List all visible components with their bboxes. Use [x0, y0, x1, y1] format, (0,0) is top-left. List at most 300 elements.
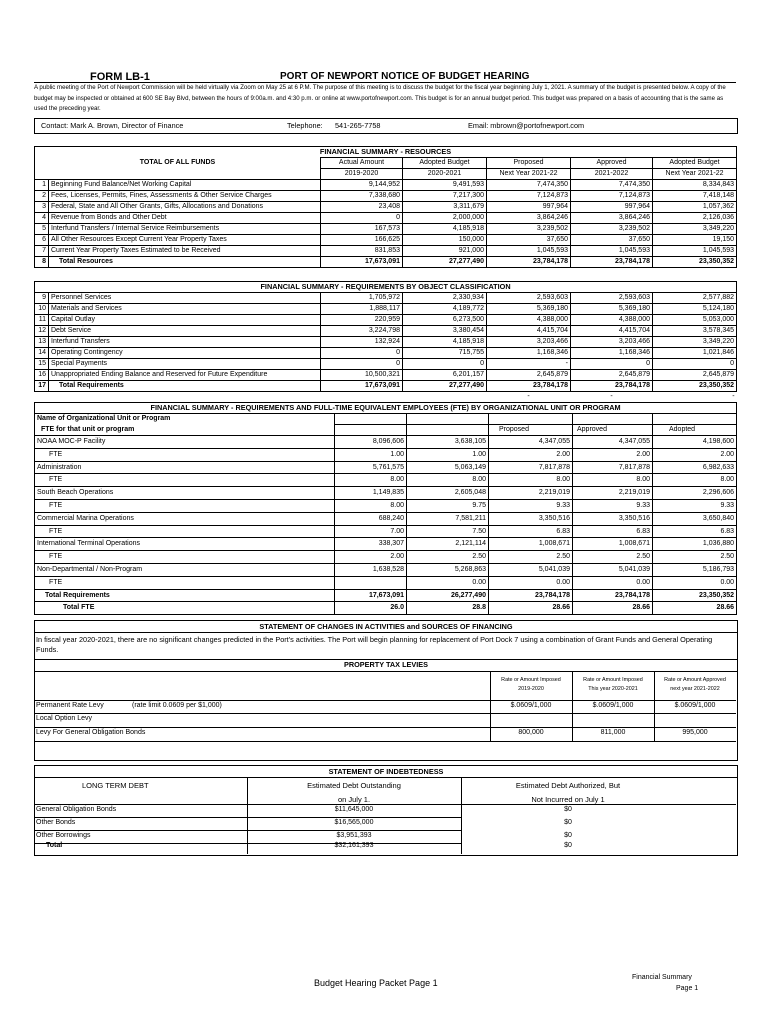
table-row: [35, 576, 737, 589]
table-row: [35, 370, 737, 381]
row-value: 23,350,352: [653, 381, 737, 392]
row-value: 9.75: [407, 499, 489, 512]
debt-row-label: Other Bonds: [36, 819, 76, 826]
requirements-table: [34, 281, 737, 402]
row-label: FTE: [35, 499, 335, 512]
row-value: 167,573: [321, 224, 403, 235]
changes-box: [34, 620, 738, 660]
row-value: 2,000,000: [403, 213, 487, 224]
row-value: 7,338,680: [321, 191, 403, 202]
telephone-label: Telephone:: [287, 121, 323, 130]
col-sub: 2021-2022: [571, 169, 653, 180]
row-value: 1,638,528: [335, 563, 407, 576]
row-label: FTE: [35, 474, 335, 487]
table-row: [35, 461, 737, 474]
row-label: Interfund Transfers / Internal Service Reimbursements: [49, 224, 321, 235]
row-value: 6.83: [573, 525, 653, 538]
table-row: [35, 436, 737, 449]
table-row: [35, 202, 737, 213]
row-value: 2,219,019: [573, 487, 653, 500]
row-value: 921,000: [403, 246, 487, 257]
row-value: 28.66: [573, 602, 653, 615]
debt-row-label: Other Borrowings: [36, 832, 91, 839]
table-row: [35, 474, 737, 487]
row-value: 23,784,178: [571, 257, 653, 268]
col-head: Approved: [571, 158, 653, 169]
debt-row-outstanding: $32,161,393: [334, 842, 374, 849]
row-label: Capital Outlay: [49, 315, 321, 326]
debt-row-outstanding: $11,645,000: [334, 806, 374, 813]
row-value: 0.00: [573, 576, 653, 589]
row-value: 1,036,880: [653, 538, 737, 551]
row-value: 5,053,000: [653, 315, 737, 326]
fte-head2: FTE for that unit or program: [35, 425, 335, 436]
row-label: All Other Resources Except Current Year Property Taxes: [49, 235, 321, 246]
row-number: 8: [35, 257, 49, 268]
row-value: 3,864,246: [487, 213, 571, 224]
table-row: [35, 304, 737, 315]
row-label: Special Payments: [49, 359, 321, 370]
table-row: [35, 326, 737, 337]
row-label: Beginning Fund Balance/Net Working Capital: [49, 180, 321, 191]
row-value: 338,307: [335, 538, 407, 551]
row-value: 4,185,918: [403, 337, 487, 348]
row-value: 2,593,603: [571, 293, 653, 304]
row-value: 2,593,603: [487, 293, 571, 304]
row-value: 2,330,934: [403, 293, 487, 304]
row-value: 220,959: [321, 315, 403, 326]
row-value: 1,045,593: [571, 246, 653, 257]
table-row: [35, 563, 737, 576]
row-value: 23,784,178: [489, 589, 573, 602]
row-value: 23,784,178: [571, 381, 653, 392]
row-value: 27,277,490: [403, 257, 487, 268]
debt-title: STATEMENT OF INDEBTEDNESS: [34, 766, 738, 778]
row-label: FTE: [35, 448, 335, 461]
row-value: 0: [571, 359, 653, 370]
row-value: 4,347,055: [573, 436, 653, 449]
row-value: 28.66: [653, 602, 737, 615]
col-sub: Next Year 2021-22: [653, 169, 737, 180]
table-row: [35, 213, 737, 224]
tax-row-value: 811,000: [600, 729, 626, 736]
col-head: Proposed: [489, 425, 573, 436]
row-value: 8,096,606: [335, 436, 407, 449]
table-row: [35, 448, 737, 461]
row-value: 7,418,148: [653, 191, 737, 202]
row-number: 17: [35, 381, 49, 392]
tax-title: PROPERTY TAX LEVIES: [34, 659, 738, 672]
row-value: 2,605,048: [407, 487, 489, 500]
row-value: 7,817,878: [489, 461, 573, 474]
table-row: [35, 487, 737, 500]
row-value: 5,041,039: [489, 563, 573, 576]
row-value: 5,041,039: [573, 563, 653, 576]
row-value: -: [487, 359, 571, 370]
debt-col2b: on July 1.: [337, 795, 371, 804]
tax-row-value: $.0609/1,000: [674, 702, 716, 709]
footer-page-number: Page 1: [676, 985, 699, 992]
table-row: [35, 538, 737, 551]
total-row: [35, 602, 737, 615]
row-number: 13: [35, 337, 49, 348]
notice-description: A public meeting of the Port of Newport Commission will be held virtually via Zoom on May 25 at 6 P.M. The purpose of this meeting is to discuss the budget for the fiscal year beginning July 1, 2021. A summary of the budget is presented below. A copy of the budget may be inspected or obtained at 600 SE Bay Blvd, between the hours of 9:00a.m. and 4:30 p.m. or online at www.portofnewport.com. This budget is for an annual budget period. This budget was prepared on a basis of accounting that is the same as used the preceding year.: [34, 84, 726, 112]
row-value: 19,150: [653, 235, 737, 246]
debt-col1: LONG TERM DEBT: [82, 781, 149, 790]
row-label: Materials and Services: [49, 304, 321, 315]
row-value: 17,673,091: [321, 381, 403, 392]
row-value: 7,581,211: [407, 512, 489, 525]
row-value: 3,864,246: [571, 213, 653, 224]
row-value: 7,217,300: [403, 191, 487, 202]
row-value: 23,350,352: [653, 257, 737, 268]
table-row: [35, 551, 737, 564]
row-number: 7: [35, 246, 49, 257]
row-label: South Beach Operations: [35, 487, 335, 500]
row-value: 3,350,516: [489, 512, 573, 525]
tax-row-note: (rate limit 0.0609 per $1,000): [132, 702, 222, 709]
fte-table: [34, 402, 737, 615]
tax-box: [34, 658, 738, 761]
row-value: 0: [653, 359, 737, 370]
tax-row-value: 800,000: [518, 729, 544, 736]
row-value: 4,185,918: [403, 224, 487, 235]
row-value: 4,415,704: [487, 326, 571, 337]
tax-row-label: Levy For General Obligation Bonds: [36, 729, 146, 736]
row-value: 0: [321, 359, 403, 370]
row-value: 2.50: [489, 551, 573, 564]
row-value: 1,045,593: [487, 246, 571, 257]
row-number: 10: [35, 304, 49, 315]
resources-label: TOTAL OF ALL FUNDS: [35, 158, 321, 169]
row-value: 7.50: [407, 525, 489, 538]
row-value: 1,888,117: [321, 304, 403, 315]
debt-row-authorized: $0: [564, 832, 572, 839]
row-label: Commercial Marina Operations: [35, 512, 335, 525]
row-value: 4,388,000: [571, 315, 653, 326]
row-number: 12: [35, 326, 49, 337]
table-row: [35, 359, 737, 370]
row-value: 8,334,843: [653, 180, 737, 191]
row-value: 2.50: [573, 551, 653, 564]
row-value: 3,239,502: [571, 224, 653, 235]
row-number: 1: [35, 180, 49, 191]
col-head: Proposed: [487, 158, 571, 169]
row-number: 3: [35, 202, 49, 213]
row-value: 1.00: [407, 448, 489, 461]
col-sub: 2020-2021: [403, 169, 487, 180]
row-value: 9.33: [489, 499, 573, 512]
tax-row-value: $.0609/1,000: [510, 702, 552, 709]
row-value: 831,853: [321, 246, 403, 257]
table-row: [35, 180, 737, 191]
row-value: 27,277,490: [403, 381, 487, 392]
requirements-title: FINANCIAL SUMMARY - REQUIREMENTS BY OBJECT CLASSIFICATION: [35, 282, 737, 293]
row-value: 0.00: [407, 576, 489, 589]
row-value: 5,124,180: [653, 304, 737, 315]
telephone-number: 541-265-7758: [335, 121, 381, 130]
debt-row-authorized: $0: [564, 806, 572, 813]
row-value: 26,277,490: [407, 589, 489, 602]
row-label: Personnel Services: [49, 293, 321, 304]
table-row: [35, 348, 737, 359]
row-value: 1,168,346: [571, 348, 653, 359]
row-value: 23,784,178: [573, 589, 653, 602]
resources-title: FINANCIAL SUMMARY - RESOURCES: [35, 147, 737, 158]
row-number: 15: [35, 359, 49, 370]
row-value: 23,408: [321, 202, 403, 213]
row-label: Administration: [35, 461, 335, 474]
debt-row-authorized: $0: [564, 819, 572, 826]
row-value: 23,784,178: [487, 381, 571, 392]
table-row: [35, 191, 737, 202]
row-value: 5,063,149: [407, 461, 489, 474]
row-value: 8.00: [335, 474, 407, 487]
row-label: Operating Contingency: [49, 348, 321, 359]
tax-row-label: Permanent Rate Levy: [36, 702, 104, 709]
row-number: 4: [35, 213, 49, 224]
row-value: 6,273,500: [403, 315, 487, 326]
tax-col-head: Rate or Amount Approved next year 2021-2022: [664, 677, 726, 692]
footer-page-label: Budget Hearing Packet Page 1: [314, 978, 438, 988]
row-label: NOAA MOC-P Facility: [35, 436, 335, 449]
row-value: 3,350,516: [573, 512, 653, 525]
row-number: 11: [35, 315, 49, 326]
contact-name: Contact: Mark A. Brown, Director of Finance: [41, 121, 184, 130]
row-value: 3,311,679: [403, 202, 487, 213]
row-value: 28.66: [489, 602, 573, 615]
row-value: 3,650,840: [653, 512, 737, 525]
dash: -: [610, 393, 613, 400]
row-value: 1,008,671: [489, 538, 573, 551]
row-value: 2,577,882: [653, 293, 737, 304]
row-label: Non-Departmental / Non-Program: [35, 563, 335, 576]
row-value: 0: [403, 359, 487, 370]
total-row: [35, 381, 737, 392]
row-value: 3,239,502: [487, 224, 571, 235]
contact-email: Email: mbrown@portofnewport.com: [468, 121, 585, 130]
debt-col3b: Not Incurred on July 1: [531, 795, 605, 804]
row-value: 7,474,350: [571, 180, 653, 191]
row-value: 1.00: [335, 448, 407, 461]
table-row: [35, 315, 737, 326]
row-value: 1,008,671: [573, 538, 653, 551]
row-value: 2.00: [489, 448, 573, 461]
row-value: 715,755: [403, 348, 487, 359]
row-value: 5,761,575: [335, 461, 407, 474]
tax-row-label: Local Option Levy: [36, 715, 93, 722]
debt-row-label: Total: [46, 842, 63, 849]
debt-row-label: General Obligation Bonds: [36, 806, 117, 813]
row-number: 2: [35, 191, 49, 202]
row-label: Debt Service: [49, 326, 321, 337]
row-value: 3,578,345: [653, 326, 737, 337]
tax-row-value: 995,000: [682, 729, 708, 736]
table-row: [35, 337, 737, 348]
row-value: 132,924: [321, 337, 403, 348]
col-head: Approved: [573, 425, 653, 436]
row-value: 2,219,019: [489, 487, 573, 500]
row-value: 1,705,972: [321, 293, 403, 304]
total-row: [35, 257, 737, 268]
row-label: International Terminal Operations: [35, 538, 335, 551]
debt-row-outstanding: $16,565,000: [334, 819, 374, 826]
changes-text: In fiscal year 2020-2021, there are no significant changes predicted in the Port's activities. The Port will begin planning for replacement of Port Dock 7 using a combination of Grant Funds and General Operating Funds.: [36, 635, 713, 654]
table-row: [35, 224, 737, 235]
row-label: Total FTE: [35, 602, 335, 615]
row-label: FTE: [35, 551, 335, 564]
row-label: FTE: [35, 576, 335, 589]
col-sub: 2019-2020: [321, 169, 403, 180]
dash: -: [527, 393, 530, 400]
row-value: 6,982,633: [653, 461, 737, 474]
row-value: 0.00: [489, 576, 573, 589]
row-value: 23,784,178: [487, 257, 571, 268]
row-number: 6: [35, 235, 49, 246]
row-value: 7,124,873: [571, 191, 653, 202]
table-row: [35, 235, 737, 246]
row-value: 7,474,350: [487, 180, 571, 191]
col-head: Actual Amount: [321, 158, 403, 169]
row-value: 9,491,593: [403, 180, 487, 191]
row-value: [335, 576, 407, 589]
row-value: 6.83: [489, 525, 573, 538]
row-number: 16: [35, 370, 49, 381]
row-label: Total Requirements: [35, 589, 335, 602]
row-value: 3,380,454: [403, 326, 487, 337]
row-value: 688,240: [335, 512, 407, 525]
row-value: 997,964: [487, 202, 571, 213]
row-value: 4,347,055: [489, 436, 573, 449]
row-number: 9: [35, 293, 49, 304]
row-value: 3,203,466: [487, 337, 571, 348]
row-value: 5,186,793: [653, 563, 737, 576]
row-value: 1,168,346: [487, 348, 571, 359]
tax-col-head: Rate or Amount Imposed This year 2020-2021: [583, 677, 643, 692]
row-value: 28.8: [407, 602, 489, 615]
dash: -: [732, 393, 735, 400]
debt-row-outstanding: $3,951,393: [336, 832, 372, 839]
row-value: 17,673,091: [321, 257, 403, 268]
table-row: [35, 512, 737, 525]
tax-col-head: Rate or Amount Imposed 2019-2020: [501, 677, 561, 692]
footer-summary: Financial Summary: [632, 974, 692, 981]
row-value: 0: [321, 213, 403, 224]
row-label: Revenue from Bonds and Other Debt: [49, 213, 321, 224]
table-row: [35, 525, 737, 538]
col-sub: Next Year 2021-22: [487, 169, 571, 180]
row-value: 7,817,878: [573, 461, 653, 474]
row-value: 7,124,873: [487, 191, 571, 202]
row-value: 0: [321, 348, 403, 359]
row-label: Fees, Licenses, Permits, Fines, Assessments & Other Service Charges: [49, 191, 321, 202]
table-row: [35, 293, 737, 304]
row-value: 37,650: [571, 235, 653, 246]
row-label: Total Resources: [49, 257, 321, 268]
row-label: Total Requirements: [49, 381, 321, 392]
col-head: Adopted Budget: [403, 158, 487, 169]
row-value: 2,126,036: [653, 213, 737, 224]
row-value: 17,673,091: [335, 589, 407, 602]
row-value: 2,296,606: [653, 487, 737, 500]
row-value: 6.83: [653, 525, 737, 538]
row-value: 1,149,835: [335, 487, 407, 500]
row-value: 7.00: [335, 525, 407, 538]
row-value: 6,201,157: [403, 370, 487, 381]
page-title: PORT OF NEWPORT NOTICE OF BUDGET HEARING: [280, 71, 530, 82]
row-value: 26.0: [335, 602, 407, 615]
row-value: 10,500,321: [321, 370, 403, 381]
row-label: Federal, State and All Other Grants, Gifts, Allocations and Donations: [49, 202, 321, 213]
row-label: Interfund Transfers: [49, 337, 321, 348]
row-value: 37,650: [487, 235, 571, 246]
row-value: 8.00: [573, 474, 653, 487]
row-value: 0.00: [653, 576, 737, 589]
row-value: 8.00: [407, 474, 489, 487]
row-label: Unappropriated Ending Balance and Reserved for Future Expenditure: [49, 370, 321, 381]
row-value: 9.33: [573, 499, 653, 512]
row-number: 14: [35, 348, 49, 359]
row-value: 2,645,879: [653, 370, 737, 381]
row-value: 4,415,704: [571, 326, 653, 337]
row-value: 3,349,220: [653, 337, 737, 348]
row-value: 4,388,000: [487, 315, 571, 326]
row-value: 2.00: [573, 448, 653, 461]
row-value: 2,645,879: [571, 370, 653, 381]
row-value: 2.00: [335, 551, 407, 564]
debt-row-authorized: $0: [564, 842, 572, 849]
row-value: 5,369,180: [571, 304, 653, 315]
row-value: 2.00: [653, 448, 737, 461]
fte-head1: Name of Organizational Unit or Program: [35, 414, 335, 425]
resources-table: [34, 146, 737, 268]
debt-col2a: Estimated Debt Outstanding: [307, 781, 401, 790]
row-value: 150,000: [403, 235, 487, 246]
changes-title: STATEMENT OF CHANGES IN ACTIVITIES and SOURCES OF FINANCING: [35, 621, 737, 633]
total-row: [35, 589, 737, 602]
fte-title: FINANCIAL SUMMARY - REQUIREMENTS AND FULL-TIME EQUIVALENT EMPLOYEES (FTE) BY ORGANIZATIONAL UNIT OR PROGRAM: [35, 403, 737, 414]
row-value: 9.33: [653, 499, 737, 512]
col-head: Adopted Budget: [653, 158, 737, 169]
row-value: 2.50: [653, 551, 737, 564]
row-value: 2.50: [407, 551, 489, 564]
form-id: FORM LB-1: [90, 71, 150, 83]
row-value: 2,645,879: [487, 370, 571, 381]
row-value: 1,057,362: [653, 202, 737, 213]
row-number: 5: [35, 224, 49, 235]
row-label: FTE: [35, 525, 335, 538]
row-value: 5,268,863: [407, 563, 489, 576]
row-value: 23,350,352: [653, 589, 737, 602]
row-value: 8.00: [489, 474, 573, 487]
row-value: 9,144,952: [321, 180, 403, 191]
row-value: 5,369,180: [487, 304, 571, 315]
row-value: 2,121,114: [407, 538, 489, 551]
row-value: 8.00: [653, 474, 737, 487]
row-value: 4,198,600: [653, 436, 737, 449]
col-head: Adopted: [653, 425, 737, 436]
row-value: 3,349,220: [653, 224, 737, 235]
row-value: 3,224,798: [321, 326, 403, 337]
row-value: 1,045,593: [653, 246, 737, 257]
row-value: 3,638,105: [407, 436, 489, 449]
table-row: [35, 499, 737, 512]
row-value: 3,203,466: [571, 337, 653, 348]
contact-row: [34, 118, 738, 134]
row-value: 166,625: [321, 235, 403, 246]
row-value: 997,964: [571, 202, 653, 213]
row-value: 4,189,772: [403, 304, 487, 315]
